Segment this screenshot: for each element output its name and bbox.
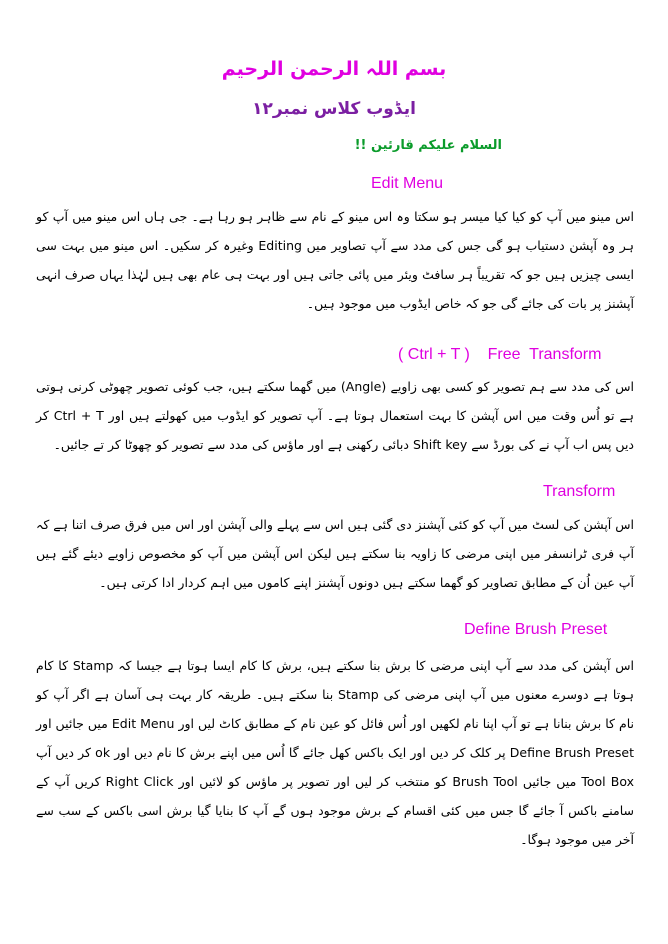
section-heading-free-transform: ( Ctrl + T ) Free Transform (398, 346, 602, 363)
section-heading-edit-menu: Edit Menu (371, 175, 444, 192)
section-paragraph-transform: اس آپشن کی لسٹ میں آپ کو کئی آپشنز دی گئی ہیں اس سے پہلے والی آپشن اور اس میں فرق صرف اتنا ہے کہ آپ فری ٹرانسفر میں اپنی مرضی کا زاویہ بنا سکتے ہیں لیکن اس آپشن میں آپ کو مخصوص زاویے دیئے گئے ہیں آپ عین اُن کے مطابق تصاویر کو گھما سکتے ہیں دونوں آپشنز اپنے کاموں میں اہم کردار ادا کرتی ہیں۔ (36, 517, 634, 590)
section-heading-define-brush-preset: Define Brush Preset (464, 621, 608, 638)
section-heading-transform: Transform (543, 483, 616, 500)
section-paragraph-edit-menu: اس مینو میں آپ کو کیا کیا میسر ہو سکتا وہ اس مینو کے نام سے ظاہر ہو رہا ہے۔ جی ہاں اس مینو میں آپ کو ہر وہ آپشن دستیاب ہو گی جس کی مدد سے آپ تصاویر میں Editing وغیرہ کر سکیں۔ اس مینو میں بہت سی ایسی چیزیں ہیں جو کہ تقریباً ہر سافٹ ویئر میں پائی جاتی ہیں اور بہت ہی عام بھی ہیں لہٰذا یہاں صرف انہی آپشنز پر بات کی جائے گی جو کہ خاص ایڈوب میں موجود ہیں۔ (36, 209, 634, 311)
greeting-text: السلام علیکم قارئین !! (354, 138, 502, 153)
section-paragraph-define-brush-preset: اس آپشن کی مدد سے آپ اپنی مرضی کا برش بنا سکتے ہیں، برش کا کام ایسا ہوتا ہے جیسا کہ Stamp کا کام ہوتا ہے دوسرے معنوں میں آپ اپنی مرضی کی Stamp بنا سکتے ہیں۔ طریقہ کار بہت ہی آسان ہے اگر آپ کو نام کا برش بنانا ہے تو آپ اپنا نام لکھیں اور اُس فائل کو عین نام کے مطابق کاٹ لیں اور Edit Menu میں جائیں اور Define Brush Preset پر کلک کر دیں اور ایک باکس کھل جائے گا اُس میں اپنے برش کا نام دیں اور ok کر دیں آپ Tool Box میں جائیں Brush Tool کو منتخب کر لیں اور تصویر پر ماؤس کو لائیں اور Right Click کریں آپ کے سامنے باکس آ جائے گا جس میں کئی اقسام کے برش موجود ہوں گے آپ کا بنایا گیا برش اسی باکس کے سب سے آخر میں موجود ہوگا۔ (36, 658, 634, 847)
class-title: ایڈوب کلاس نمبر١٢ (252, 99, 416, 119)
bismillah-heading: بسم اللہ الرحمن الرحیم (221, 58, 447, 80)
section-paragraph-free-transform: اس کی مدد سے ہم تصویر کو کسی بھی زاویے (Angle) میں گھما سکتے ہیں، جب کوئی تصویر چھوٹی کرنی ہوتی ہے تو اُس وقت میں اس آپشن کا بہت استعمال ہوتا ہے۔ آپ تصویر کو ایڈوب میں کھولتے ہیں اور Ctrl + T کر دیں پس اب آپ نے کی بورڈ سے Shift key دبائی رکھنی ہے اور ماؤس کی مدد سے تصویر کو چھوٹا کر تے جائیں۔ (36, 379, 634, 452)
